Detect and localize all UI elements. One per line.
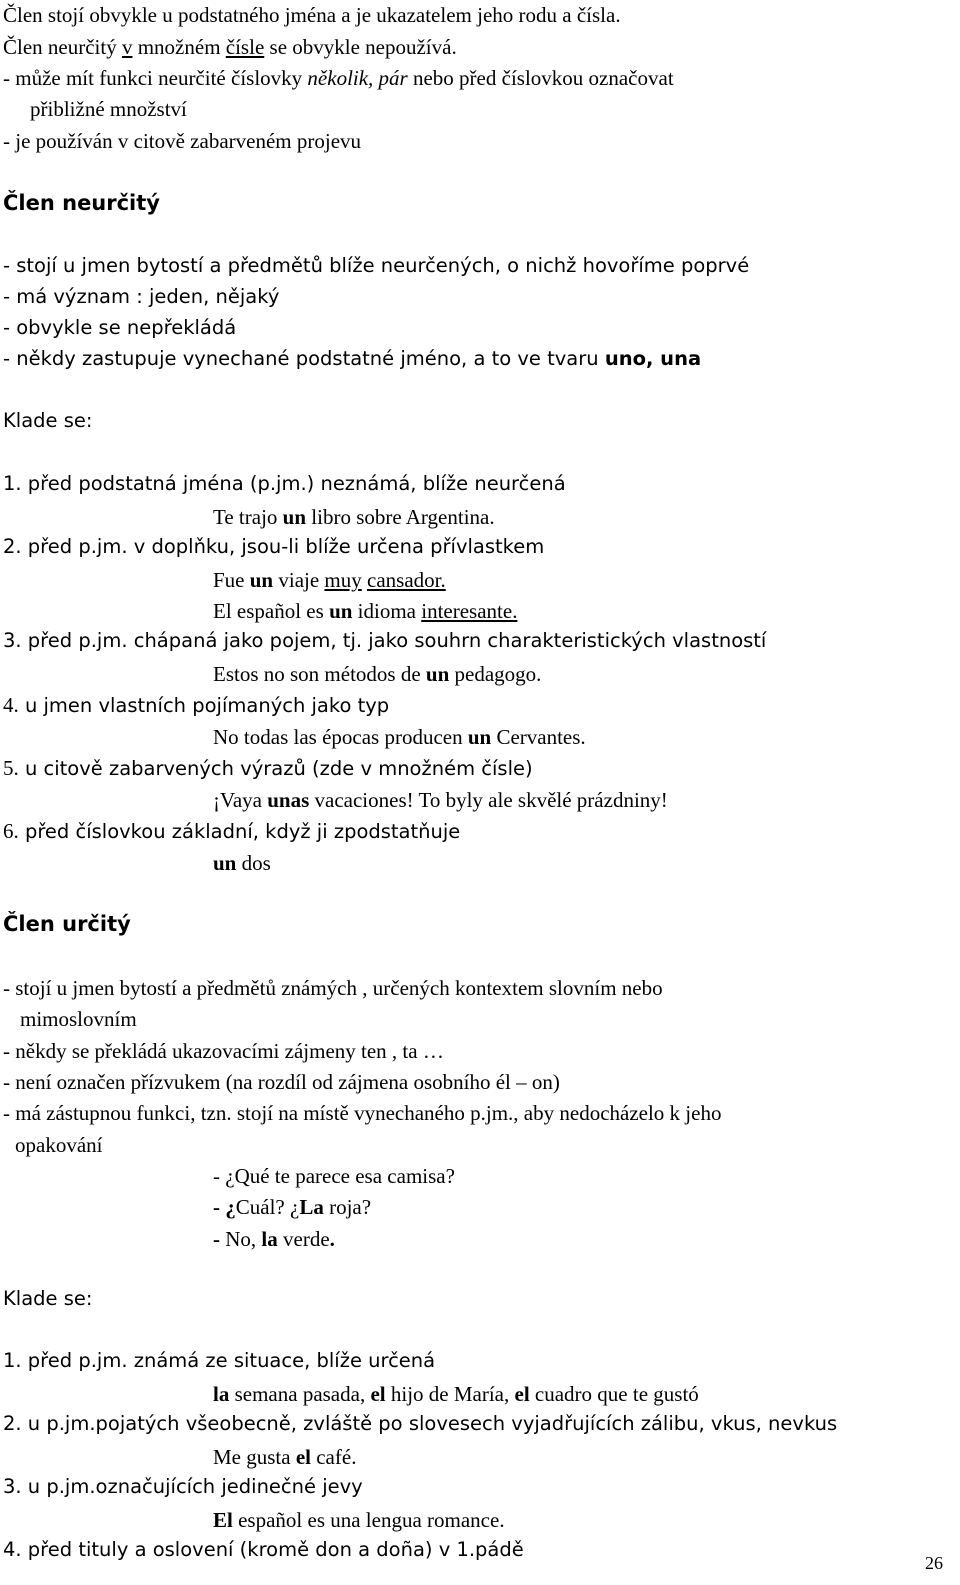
item-text: u citově zabarvených výrazů (zde v množném čísle)	[18, 757, 533, 780]
example-part: Te trajo	[213, 505, 283, 529]
dialogue-part: Cuál? ¿	[235, 1195, 300, 1219]
definite-bullet: - stojí u jmen bytostí a předmětů známých , určených kontextem slovním nebo	[3, 976, 663, 1000]
dialogue-part: .	[329, 1227, 335, 1251]
example-part: pedagogo.	[449, 662, 542, 686]
example-sentence	[213, 1508, 505, 1532]
intro-line-3-part: - může mít funkci neurčité číslovky	[3, 66, 308, 90]
indefinite-item-5	[3, 756, 533, 780]
example-part: vacaciones! To byly ale skvělé prázdniny!	[309, 788, 668, 812]
intro-line-2-underlined: v	[121, 35, 133, 59]
definite-bullet-continuation: mimoslovním	[20, 1007, 137, 1031]
example-underlined: muy	[324, 568, 362, 592]
intro-line-2-underlined: čísle	[225, 35, 265, 59]
intro-line-3-part: nebo před číslovkou označovat	[407, 66, 674, 90]
definite-bullet: - někdy se překládá ukazovacími zájmeny ten , ta …	[3, 1039, 444, 1063]
example-part: Estos no son métodos de	[213, 662, 426, 686]
intro-line-2	[3, 35, 457, 59]
dialogue-line: - ¿Qué te parece esa camisa?	[213, 1164, 455, 1188]
item-number: 4.	[3, 693, 19, 717]
item-text: před číslovkou základní, když ji zpodstatňuje	[18, 820, 461, 843]
indefinite-heading: Člen neurčitý	[3, 191, 160, 215]
example-sentence	[213, 505, 495, 529]
example-article: un	[213, 851, 237, 875]
definite-item-4: 4. před tituly a oslovení (kromě don a doña) v 1.pádě	[3, 1538, 524, 1561]
dialogue-line	[213, 1227, 335, 1251]
example-part: El español es	[213, 599, 330, 623]
definite-item-2: 2. u p.jm.pojatých všeobecně, zvláště po slovesech vyjadřujících zálibu, vkus, nevkus	[3, 1412, 838, 1435]
example-article: el	[370, 1382, 386, 1406]
definite-klade-se: Klade se:	[3, 1287, 93, 1310]
indefinite-bullet-part: - někdy zastupuje vynechané podstatné jméno, a to ve tvaru	[3, 347, 605, 370]
definite-item-3: 3. u p.jm.označujících jedinečné jevy	[3, 1475, 363, 1498]
indefinite-klade-se: Klade se:	[3, 409, 93, 432]
dialogue-line	[213, 1195, 371, 1219]
example-part: cuadro que te gustó	[529, 1382, 699, 1406]
dialogue-part: ¿	[225, 1195, 236, 1219]
example-underlined: cansador.	[367, 568, 446, 592]
example-part: viaje	[273, 568, 325, 592]
intro-line-4: přibližné množství	[30, 97, 187, 121]
example-part: libro sobre Argentina.	[306, 505, 495, 529]
intro-line-2-part: Člen neurčitý	[3, 35, 122, 59]
dialogue-article: La	[299, 1195, 324, 1219]
indefinite-item-2: 2. před p.jm. v doplňku, jsou-li blíže určena přívlastkem	[3, 535, 545, 558]
example-article: el	[514, 1382, 530, 1406]
example-part: español es una lengua romance.	[232, 1508, 505, 1532]
example-part: Fue	[213, 568, 250, 592]
example-sentence	[213, 662, 541, 686]
item-number: 6.	[3, 819, 19, 843]
example-article: un	[329, 599, 353, 623]
example-part: hijo de María,	[385, 1382, 515, 1406]
example-article: unas	[267, 788, 310, 812]
example-sentence	[213, 1445, 356, 1469]
item-text: u jmen vlastních pojímaných jako typ	[18, 694, 390, 717]
definite-bullet: - není označen přízvukem (na rozdíl od zájmena osobního él – on)	[3, 1070, 560, 1094]
dialogue-part: -	[213, 1227, 220, 1251]
definite-heading: Člen určitý	[3, 912, 131, 936]
indefinite-bullet	[3, 348, 701, 370]
definite-item-1: 1. před p.jm. známá ze situace, blíže určená	[3, 1349, 436, 1372]
example-sentence	[213, 1382, 699, 1406]
intro-line-3	[3, 66, 674, 90]
item-number: 5.	[3, 756, 19, 780]
example-article: un	[249, 568, 274, 592]
indefinite-bullet-bold: uno, una	[604, 347, 702, 370]
example-article: el	[295, 1445, 311, 1469]
dialogue-article: la	[261, 1227, 278, 1251]
example-part: dos	[236, 851, 271, 875]
indefinite-item-3: 3. před p.jm. chápaná jako pojem, tj. jako souhrn charakteristických vlastností	[3, 629, 767, 652]
example-part: Cervantes.	[491, 725, 586, 749]
example-article: un	[282, 505, 307, 529]
intro-line-1: Člen stojí obvykle u podstatného jména a je ukazatelem jeho rodu a čísla.	[3, 3, 621, 27]
intro-line-2-part: množném	[132, 35, 226, 59]
example-article: la	[213, 1382, 230, 1406]
intro-line-2-part: se obvykle nepoužívá.	[264, 35, 457, 59]
example-sentence	[213, 599, 517, 623]
example-part: semana pasada,	[229, 1382, 371, 1406]
example-sentence	[213, 568, 446, 592]
example-article: El	[213, 1508, 233, 1532]
example-part: Me gusta	[213, 1445, 296, 1469]
definite-bullet-continuation: opakování	[15, 1133, 103, 1157]
example-part: idioma	[352, 599, 422, 623]
definite-bullet: - má zástupnou funkci, tzn. stojí na místě vynechaného p.jm., aby nedocházelo k jeho	[3, 1101, 722, 1125]
indefinite-item-6	[3, 819, 460, 843]
dialogue-part: verde	[277, 1227, 330, 1251]
example-part: café.	[310, 1445, 357, 1469]
example-part: ¡Vaya	[213, 788, 268, 812]
example-sentence	[213, 851, 271, 875]
dialogue-part: -	[213, 1195, 226, 1219]
example-article: un	[467, 725, 492, 749]
page-number: 26	[925, 1553, 943, 1573]
indefinite-bullet: - obvykle se nepřekládá	[3, 316, 237, 339]
example-underlined: interesante.	[421, 599, 518, 623]
example-sentence	[213, 788, 668, 812]
intro-line-5: - je používán v citově zabarveném projevu	[3, 129, 362, 153]
indefinite-item-4	[3, 693, 389, 717]
example-article: un	[425, 662, 450, 686]
example-sentence	[213, 725, 586, 749]
intro-line-3-italic: několik, pár	[307, 66, 408, 90]
indefinite-bullet: - má význam : jeden, nějaký	[3, 285, 280, 308]
example-part: No todas las épocas producen	[213, 725, 468, 749]
dialogue-part: roja?	[323, 1195, 372, 1219]
indefinite-item-1: 1. před podstatná jména (p.jm.) neznámá, blíže neurčená	[3, 472, 566, 495]
dialogue-part: No,	[220, 1227, 262, 1251]
indefinite-bullet: - stojí u jmen bytostí a předmětů blíže neurčených, o nichž hovoříme poprvé	[3, 254, 750, 277]
